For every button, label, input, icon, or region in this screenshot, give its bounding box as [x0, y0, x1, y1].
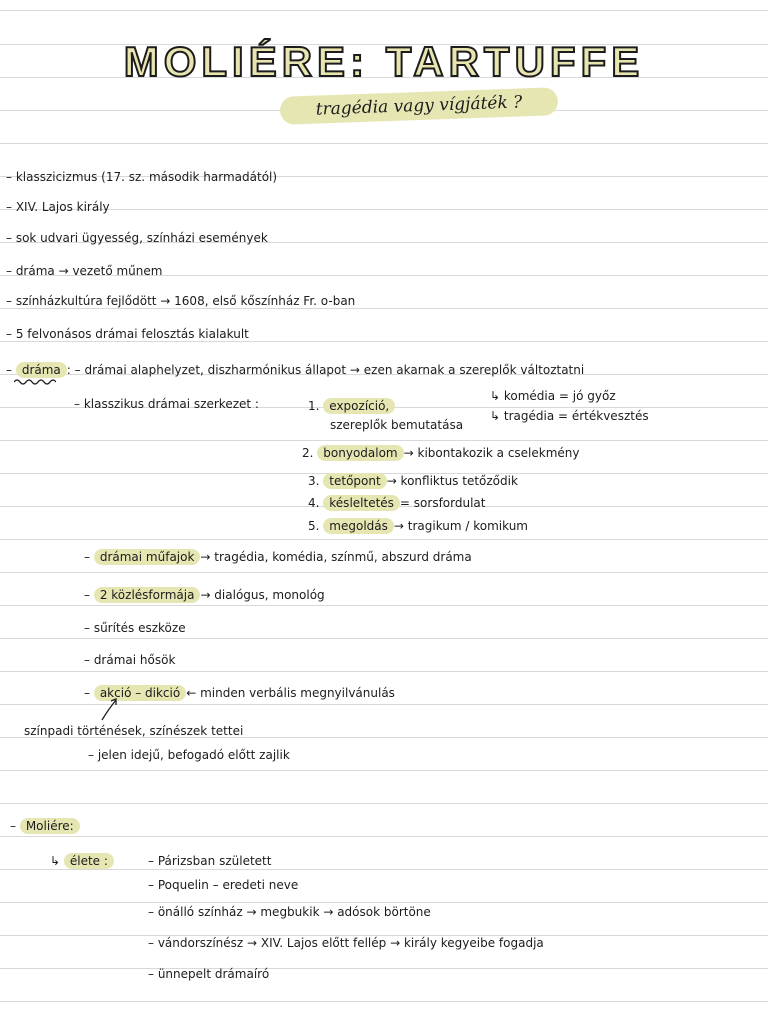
note-line: – XIV. Lajos király [6, 200, 110, 214]
forms-line: – 2 közlésformája → dialógus, monológ [84, 588, 325, 602]
tragedia-note: ↳ tragédia = értékvesztés [490, 409, 649, 423]
genres-label: drámai műfajok [94, 549, 201, 565]
step-number: 5. [308, 519, 320, 533]
drama-line [6, 361, 584, 379]
step-detail: → tragikum / komikum [393, 519, 528, 533]
step-number: 3. [308, 474, 320, 488]
moliere-line: – Moliére: [10, 817, 80, 835]
structure-step-3 [308, 472, 518, 490]
genres-line: – drámai műfajok → tragédia, komédia, színmű, abszurd dráma [84, 550, 472, 564]
forms-detail: → dialógus, monológ [200, 588, 325, 602]
wavy-underline [14, 378, 56, 386]
step-detail: → konfliktus tetőződik [386, 474, 518, 488]
step-label: tetőpont [323, 473, 386, 489]
subtitle: tragédia vagy vígjáték ? [280, 87, 559, 125]
action-detail: ← minden verbális megnyilvánulás [186, 686, 395, 700]
step-label: expozíció, [323, 398, 395, 414]
step-detail: = sorsfordulat [399, 496, 486, 510]
note-line: – klasszicizmus (17. sz. második harmadától) [6, 170, 278, 184]
drama-label: dráma [16, 362, 67, 378]
note-line: – 5 felvonásos drámai felosztás kialakult [6, 327, 249, 341]
note-line: – sok udvari ügyesség, színházi események [6, 231, 268, 245]
structure-step-4 [308, 494, 485, 512]
life-label: élete : [64, 853, 114, 869]
moliere-label: Moliére: [20, 818, 80, 834]
step-number: 4. [308, 496, 320, 510]
life-item: – ünnepelt drámaíró [148, 967, 270, 981]
page-title: MOLIÉRE: TARTUFFE [123, 38, 645, 85]
curved-arrow-icon [94, 696, 134, 722]
note-line: – színházkultúra fejlődött → 1608, első kőszínház Fr. o-ban [6, 294, 356, 308]
step-number: 1. [308, 399, 320, 413]
action-line: – akció – dikció ← minden verbális megnyilvánulás [84, 686, 395, 700]
life-line: ↳ élete : [50, 852, 114, 870]
step-detail: → kibontakozik a cselekmény [403, 446, 580, 460]
structure-step-2 [302, 444, 580, 462]
genres-detail: → tragédia, komédia, színmű, abszurd dráma [200, 550, 472, 564]
drama-definition: : – drámai alaphelyzet, diszharmónikus állapot → ezen akarnak a szereplők változtatni [66, 363, 585, 377]
step-label: megoldás [323, 518, 394, 534]
life-item: – vándorszínész → XIV. Lajos előtt fellép → király kegyeibe fogadja [148, 936, 544, 950]
step-number: 2. [302, 446, 314, 460]
life-item: – önálló színház → megbukik → adósok börtöne [148, 905, 431, 919]
note-line: – dráma → vezető műnem [6, 264, 163, 278]
step-1-detail: szereplők bemutatása [330, 418, 464, 432]
step-label: késleltetés [323, 495, 400, 511]
life-item: – Poquelin – eredeti neve [148, 878, 299, 892]
forms-label: 2 közlésformája [94, 587, 201, 603]
note-line: – sűrítés eszköze [84, 621, 186, 635]
structure-heading: – klasszikus drámai szerkezet : [74, 397, 259, 411]
note-line: – drámai hősök [84, 653, 176, 667]
komedia-note: ↳ komédia = jó győz [490, 389, 616, 403]
action-label: akció – dikció [94, 685, 186, 701]
dash: – [6, 363, 12, 377]
structure-step-5 [308, 517, 528, 535]
note-line: – jelen idejű, befogadó előtt zajlik [88, 748, 290, 762]
note-line: színpadi történések, színészek tettei [24, 724, 244, 738]
structure-step-1 [308, 397, 395, 415]
life-item: – Párizsban született [148, 854, 272, 868]
step-label: bonyodalom [317, 445, 403, 461]
